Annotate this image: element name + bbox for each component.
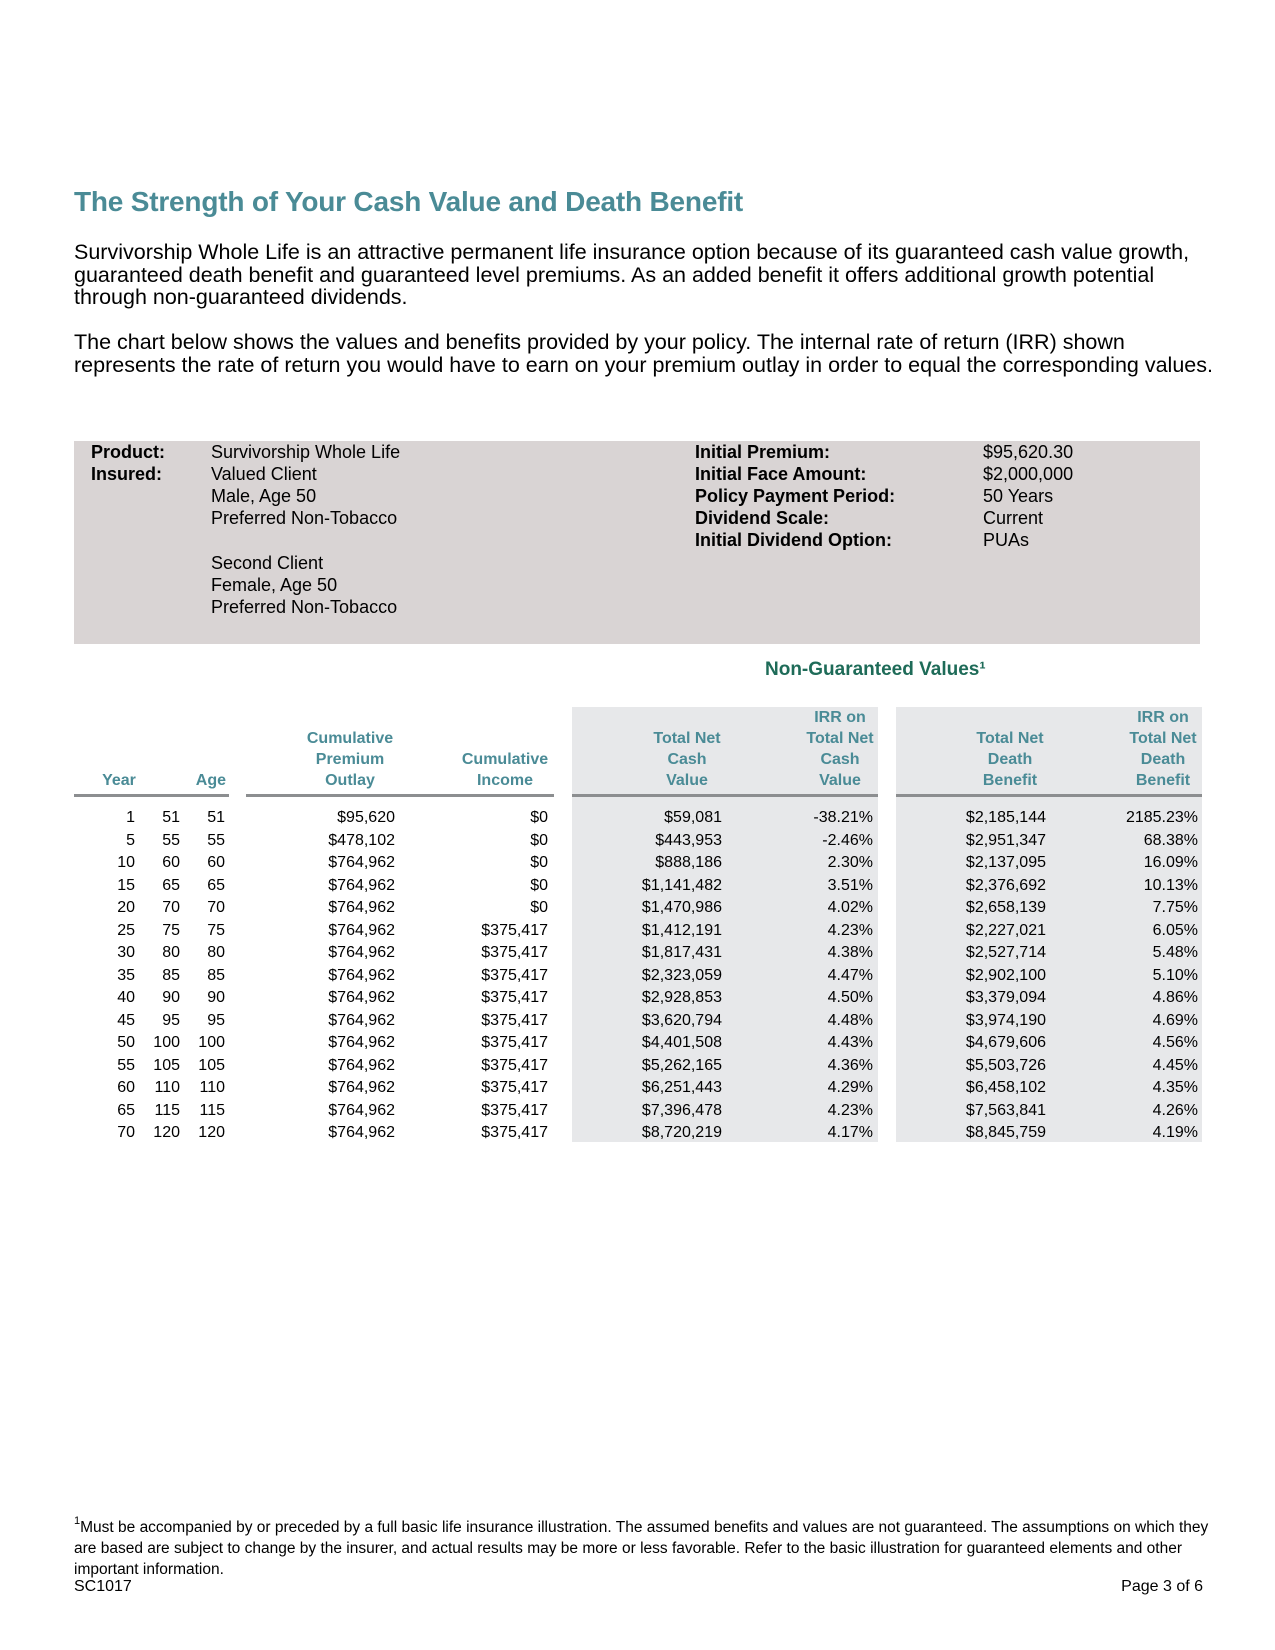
cell-income: $375,417 (481, 944, 548, 961)
cell-income: $375,417 (481, 966, 548, 984)
cell-year: 25 (117, 921, 135, 939)
cell-age-1: 85 (162, 966, 180, 984)
initial-face-amount-label: Initial Face Amount: (695, 464, 867, 484)
cell-age-1: 100 (153, 1034, 180, 1051)
dividend-scale-label: Dividend Scale: (695, 508, 830, 528)
header-cash-value: Cash (667, 751, 707, 768)
header-cash-value: Total Net (653, 730, 721, 747)
cell-irr-death: 2185.23% (1125, 809, 1198, 826)
cell-age-1: 115 (154, 1101, 180, 1119)
header-year: Year (102, 772, 136, 789)
cell-irr-death: 4.69% (1152, 1011, 1198, 1029)
cell-cash-value: $2,928,853 (641, 989, 722, 1006)
table-row (0, 1122, 1275, 1145)
cell-age-1: 80 (162, 944, 180, 961)
header-income: Income (476, 772, 533, 789)
cell-cash-value: $7,396,478 (641, 1101, 722, 1119)
table-row (0, 1100, 1275, 1123)
cell-year: 35 (117, 966, 135, 984)
cell-age-1: 70 (162, 899, 180, 916)
table-row (0, 987, 1275, 1010)
cell-income: $375,417 (481, 921, 548, 939)
payment-period-label: Policy Payment Period: (695, 486, 896, 506)
cell-cash-value: $1,817,431 (641, 944, 722, 961)
dividend-scale-value: Current (983, 508, 1044, 528)
cell-irr-death: 4.45% (1152, 1056, 1198, 1074)
cell-premium-outlay: $764,962 (328, 1079, 395, 1096)
header-death-benefit: Benefit (982, 772, 1038, 789)
cell-age-2: 105 (198, 1056, 225, 1074)
footnote (74, 1511, 1214, 1580)
cell-income: $0 (530, 809, 548, 826)
cell-income: $375,417 (481, 989, 548, 1006)
cell-year: 45 (117, 1011, 135, 1029)
cell-age-1: 110 (154, 1079, 180, 1096)
table-row (0, 965, 1275, 988)
header-cash-value: Value (666, 772, 708, 789)
cell-death-benefit: $2,527,714 (965, 944, 1046, 961)
header-rule (74, 794, 229, 797)
cell-age-2: 75 (207, 921, 225, 939)
cell-cash-value: $6,251,443 (641, 1079, 722, 1096)
table-row (0, 875, 1275, 898)
table-row (0, 897, 1275, 920)
cell-premium-outlay: $764,962 (328, 921, 395, 939)
form-code: SC1017 (74, 1578, 132, 1595)
cell-death-benefit: $2,658,139 (965, 899, 1046, 916)
cell-age-2: 70 (207, 899, 225, 916)
cell-irr-cash: 3.51% (827, 876, 873, 894)
header-death-benefit: Total Net (976, 730, 1044, 747)
table-row (0, 1010, 1275, 1033)
cell-premium-outlay: $764,962 (328, 989, 395, 1006)
footnote-text: Must be accompanied by or preceded by a full basic life insurance illustration. The assumed benefits and values are not guaranteed. The assumptions on which they are based are subject to change by the insurer, and actual results may be more or less favorable. Refer to the basic illustration for guaranteed elements and other important information. (74, 1519, 1209, 1578)
cell-premium-outlay: $764,962 (328, 966, 395, 984)
cell-irr-death: 4.56% (1152, 1034, 1198, 1051)
non-guaranteed-values-heading: Non-Guaranteed Values¹ (765, 659, 986, 680)
cell-death-benefit: $6,458,102 (965, 1079, 1046, 1096)
cell-premium-outlay: $764,962 (328, 944, 395, 961)
cell-year: 65 (117, 1101, 135, 1119)
cell-cash-value: $2,323,059 (641, 966, 722, 984)
cell-age-2: 51 (207, 809, 225, 826)
cell-year: 30 (117, 944, 135, 961)
cell-income: $375,417 (481, 1034, 548, 1051)
page-title: The Strength of Your Cash Value and Death Benefit (74, 186, 744, 217)
payment-period-value: 50 Years (983, 486, 1054, 506)
cell-income: $0 (530, 831, 548, 849)
cell-age-2: 80 (207, 944, 225, 961)
header-irr-death: IRR on (1137, 709, 1189, 726)
cell-year: 15 (117, 876, 135, 894)
product-label: Product: (91, 442, 165, 462)
header-rule (246, 794, 554, 797)
product-value: Survivorship Whole Life (211, 442, 401, 462)
cell-premium-outlay: $764,962 (328, 1124, 395, 1141)
cell-age-2: 115 (199, 1101, 225, 1119)
header-death-benefit: Death (987, 751, 1033, 768)
cell-death-benefit: $7,563,841 (965, 1101, 1046, 1119)
cell-death-benefit: $8,845,759 (965, 1124, 1046, 1141)
header-irr-cash: Total Net (806, 730, 874, 747)
insured-line: Valued Client (211, 464, 317, 484)
cell-irr-cash: 4.23% (827, 921, 873, 939)
cell-irr-cash: 4.02% (827, 899, 873, 916)
cell-income: $0 (530, 876, 548, 894)
header-irr-cash: Value (819, 772, 861, 789)
cell-irr-death: 4.26% (1152, 1101, 1198, 1119)
cell-death-benefit: $2,376,692 (965, 876, 1046, 894)
cell-age-1: 120 (153, 1124, 180, 1141)
cell-irr-cash: 2.30% (827, 854, 873, 871)
cell-irr-cash: 4.38% (827, 944, 873, 961)
table-row (0, 1032, 1275, 1055)
header-income: Cumulative (461, 751, 549, 768)
header-irr-death: Death (1140, 751, 1186, 768)
footnote-marker: 1 (74, 1515, 81, 1527)
cell-age-1: 90 (162, 989, 180, 1006)
cell-death-benefit: $2,902,100 (965, 966, 1046, 984)
header-premium-outlay: Outlay (325, 772, 375, 789)
cell-premium-outlay: $764,962 (328, 1101, 395, 1119)
cell-age-1: 75 (162, 921, 180, 939)
dividend-option-value: PUAs (983, 530, 1030, 550)
cell-death-benefit: $3,974,190 (965, 1011, 1046, 1029)
cell-irr-cash: 4.47% (827, 966, 873, 984)
cell-cash-value: $1,141,482 (641, 876, 722, 894)
insured-line: Male, Age 50 (211, 486, 317, 506)
cell-irr-cash: -38.21% (813, 809, 873, 826)
cell-cash-value: $4,401,508 (641, 1034, 722, 1051)
cell-year: 1 (126, 809, 135, 826)
cell-age-2: 60 (207, 854, 225, 871)
cell-irr-death: 5.10% (1152, 966, 1198, 984)
header-irr-death: Total Net (1129, 730, 1197, 747)
cell-year: 5 (126, 831, 135, 849)
header-premium-outlay: Cumulative (306, 730, 394, 747)
cell-income: $375,417 (481, 1011, 548, 1029)
cell-income: $0 (530, 854, 548, 871)
intro-paragraph-2: The chart below shows the values and benefits provided by your policy. The internal rate of return (IRR) shown represents the rate of return you would have to earn on your premium outlay in order to equal the corresponding values. (74, 330, 1213, 377)
cell-age-2: 55 (207, 831, 225, 849)
header-irr-death: Benefit (1135, 772, 1191, 789)
table-row (0, 852, 1275, 875)
cell-age-1: 95 (162, 1011, 180, 1029)
cell-age-2: 65 (207, 876, 225, 894)
cell-irr-cash: -2.46% (822, 831, 873, 849)
cell-death-benefit: $2,951,347 (965, 831, 1046, 849)
cell-irr-cash: 4.17% (827, 1124, 873, 1141)
header-age: Age (195, 772, 226, 789)
cell-irr-cash: 4.50% (827, 989, 873, 1006)
cell-irr-cash: 4.48% (827, 1011, 873, 1029)
cell-age-2: 90 (207, 989, 225, 1006)
table-row (0, 1055, 1275, 1078)
cell-cash-value: $3,620,794 (641, 1011, 722, 1029)
cell-age-1: 105 (153, 1056, 180, 1074)
insured-line: Female, Age 50 (211, 575, 338, 595)
cell-premium-outlay: $764,962 (328, 1056, 395, 1074)
cell-death-benefit: $3,379,094 (965, 989, 1046, 1006)
header-rule (896, 794, 1202, 797)
cell-irr-cash: 4.29% (827, 1079, 873, 1096)
table-row (0, 942, 1275, 965)
initial-premium-label: Initial Premium: (695, 442, 831, 462)
cell-premium-outlay: $764,962 (328, 876, 395, 894)
cell-irr-death: 4.35% (1152, 1079, 1198, 1096)
table-row (0, 1077, 1275, 1100)
cell-premium-outlay: $764,962 (328, 899, 395, 916)
cell-year: 50 (117, 1034, 135, 1051)
cell-age-2: 100 (198, 1034, 225, 1051)
cell-cash-value: $443,953 (655, 831, 722, 849)
cell-premium-outlay: $478,102 (328, 831, 395, 849)
cell-year: 55 (117, 1056, 135, 1074)
cell-income: $375,417 (481, 1079, 548, 1096)
cell-premium-outlay: $764,962 (328, 1011, 395, 1029)
cell-income: $375,417 (481, 1124, 548, 1141)
cell-irr-cash: 4.23% (827, 1101, 873, 1119)
insured-line: Preferred Non-Tobacco (211, 597, 398, 617)
cell-cash-value: $1,412,191 (641, 921, 722, 939)
insured-label: Insured: (91, 464, 163, 484)
cell-irr-death: 4.86% (1152, 989, 1198, 1006)
cell-age-2: 95 (207, 1011, 225, 1029)
cell-irr-death: 6.05% (1152, 921, 1198, 939)
intro-paragraph-1: Survivorship Whole Life is an attractive permanent life insurance option because of its guaranteed cash value growth, guaranteed death benefit and guaranteed level premiums. As an added benefit it offers additional growth potential through non-guaranteed dividends. (74, 240, 1190, 309)
cell-cash-value: $5,262,165 (641, 1056, 722, 1074)
cell-age-1: 51 (162, 809, 180, 826)
cell-year: 40 (117, 989, 135, 1006)
cell-cash-value: $1,470,986 (641, 899, 722, 916)
header-premium-outlay: Premium (315, 751, 385, 768)
cell-age-2: 85 (207, 966, 225, 984)
dividend-option-label: Initial Dividend Option: (695, 530, 892, 550)
cell-irr-cash: 4.43% (827, 1034, 873, 1051)
cell-death-benefit: $4,679,606 (965, 1034, 1046, 1051)
cell-irr-death: 4.19% (1152, 1124, 1198, 1141)
cell-premium-outlay: $764,962 (328, 854, 395, 871)
table-row (0, 830, 1275, 853)
cell-irr-death: 5.48% (1152, 944, 1198, 961)
cell-death-benefit: $5,503,726 (965, 1056, 1046, 1074)
cell-age-1: 55 (162, 831, 180, 849)
cell-income: $375,417 (481, 1056, 548, 1074)
cell-cash-value: $8,720,219 (641, 1124, 722, 1141)
header-rule (572, 794, 878, 797)
header-irr-cash: Cash (820, 751, 860, 768)
table-row (0, 920, 1275, 943)
cell-income: $375,417 (481, 1101, 548, 1119)
cell-year: 20 (117, 899, 135, 916)
cell-age-1: 65 (162, 876, 180, 894)
cell-irr-death: 68.38% (1143, 831, 1198, 849)
policy-info-box (74, 441, 1200, 644)
cell-year: 60 (117, 1079, 135, 1096)
insured-line: Second Client (211, 553, 324, 573)
cell-irr-death: 7.75% (1152, 899, 1198, 916)
cell-year: 70 (117, 1124, 135, 1141)
cell-year: 10 (117, 854, 135, 871)
cell-premium-outlay: $764,962 (328, 1034, 395, 1051)
cell-irr-cash: 4.36% (827, 1056, 873, 1074)
cell-irr-death: 16.09% (1143, 854, 1198, 871)
initial-face-amount-value: $2,000,000 (983, 464, 1074, 484)
page-number: Page 3 of 6 (1121, 1578, 1203, 1595)
cell-age-2: 110 (199, 1079, 225, 1096)
cell-death-benefit: $2,185,144 (965, 809, 1046, 826)
cell-irr-death: 10.13% (1143, 876, 1198, 894)
cell-premium-outlay: $95,620 (337, 809, 395, 826)
cell-age-2: 120 (198, 1124, 225, 1141)
insured-line: Preferred Non-Tobacco (211, 508, 398, 528)
cell-cash-value: $888,186 (655, 854, 722, 871)
cell-age-1: 60 (162, 854, 180, 871)
cell-death-benefit: $2,137,095 (965, 854, 1046, 871)
cell-death-benefit: $2,227,021 (965, 921, 1046, 939)
cell-cash-value: $59,081 (664, 809, 722, 826)
initial-premium-value: $95,620.30 (983, 442, 1074, 462)
table-row (0, 807, 1275, 830)
cell-income: $0 (530, 899, 548, 916)
header-irr-cash: IRR on (814, 709, 866, 726)
